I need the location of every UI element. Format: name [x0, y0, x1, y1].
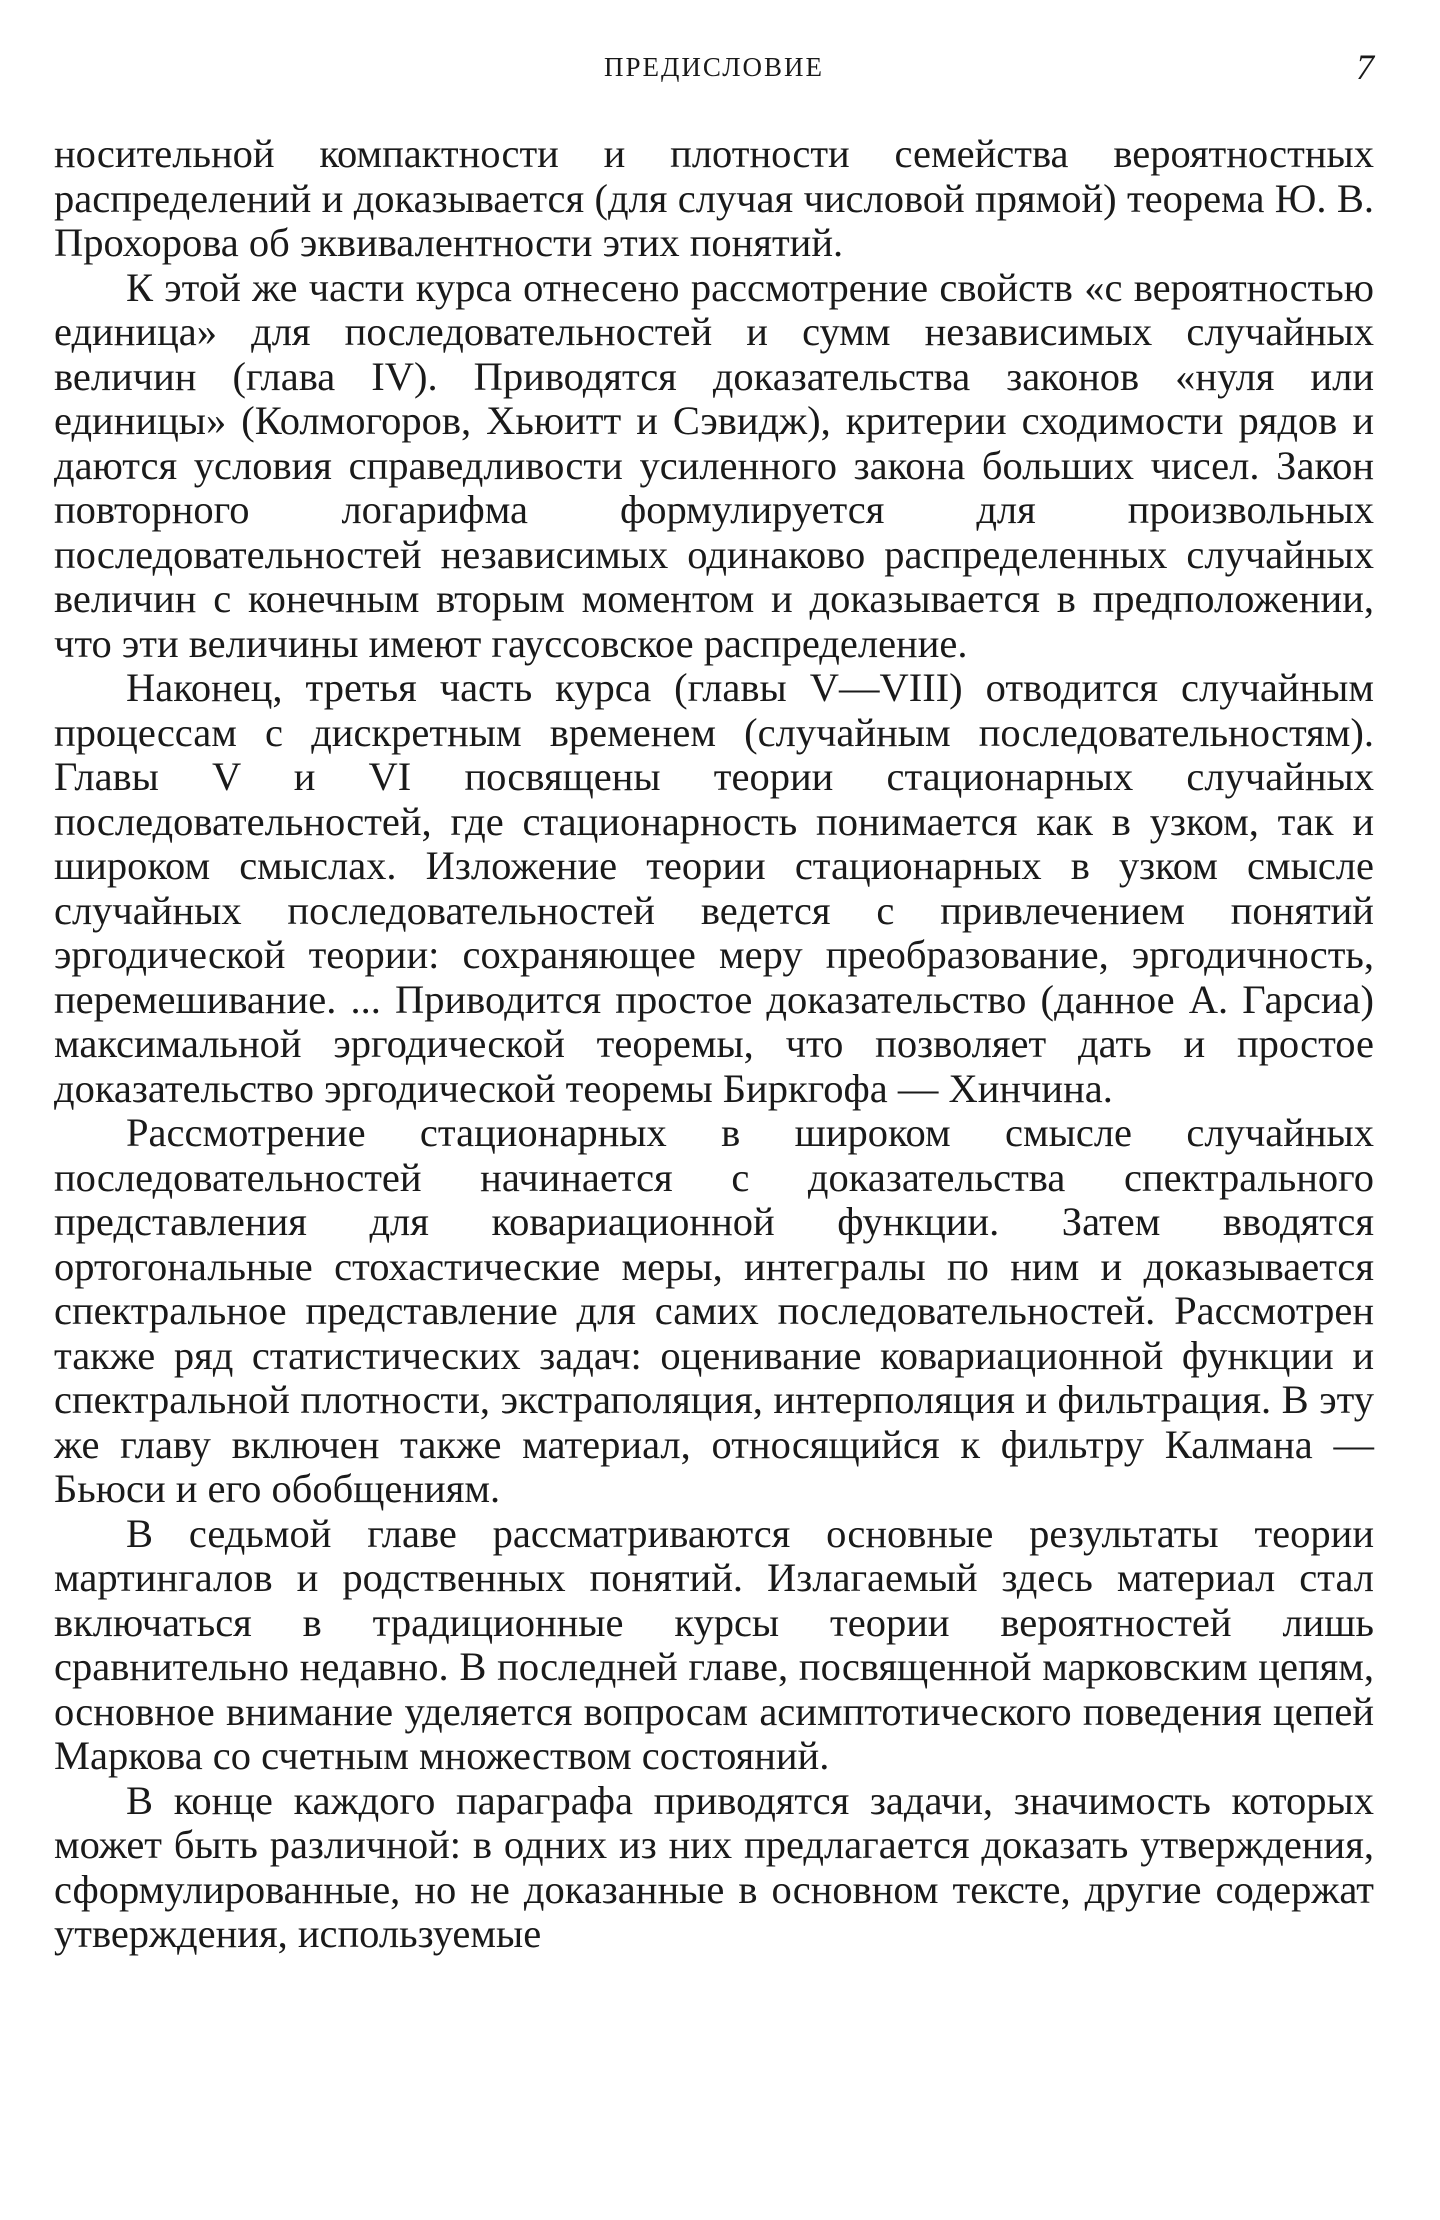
paragraph-prob-one-properties: К этой же части курса отнесено рассмотрение свойств «с вероятностью единица» для последовательностей и сумм независимых случайных величин (глава IV). Приводятся доказательства законов «нуля или единицы» (Колмогоров, Хьюитт и Сэвидж), критерии сходимости рядов и даются условия справедливости усиленного закона больших чисел. Закон повторного логарифма формулируется для произвольных последовательностей независимых одинаково распределенных случайных величин с конечным вторым моментом и доказывается в предположении, что эти величины имеют гауссовское распределение. — [54, 264, 1374, 666]
paragraph-continued: носительной компактности и плотности семейства вероятностных распределений и доказывается (для случая числовой прямой) теорема Ю. В. Прохорова об эквивалентности этих понятий. — [54, 131, 1374, 265]
running-title: ПРЕДИСЛОВИЕ — [603, 52, 825, 82]
paragraph-exercises: В конце каждого параграфа приводятся задачи, значимость которых может быть различной: в одних из них предлагается доказать утверждения, сформулированные, но не доказанные в основном тексте, другие содержат утверждения, используемые — [54, 1777, 1374, 1956]
paragraph-martingales-markov: В седьмой главе рассматриваются основные результаты теории мартингалов и родственных понятий. Излагаемый здесь материал стал включаться в традиционные курсы теории вероятностей лишь сравнительно недавно. В последней главе, посвященной марковским цепям, основное внимание уделяется вопросам асимптотического поведения цепей Маркова со счетным множеством состояний. — [54, 1510, 1374, 1778]
page-number: 7 — [1356, 47, 1374, 87]
running-head — [54, 47, 1374, 92]
body-text — [54, 132, 1374, 1957]
paragraph-third-part: Наконец, третья часть курса (главы V—VIII) отводится случайным процессам с дискретным временем (случайным последовательностям). Главы V и VI посвящены теории стационарных случайных последовательностей, где стационарность понимается как в узком, так и широком смыслах. Изложение теории стационарных в узком смысле случайных последовательностей ведется с привлечением понятий эргодической теории: сохраняющее меру преобразование, эргодичность, перемешивание. ... Приводится простое доказательство (данное А. Гарсиа) максимальной эргодической теоремы, что позволяет дать и простое доказательство эргодической теоремы Биркгофа — Хинчина. — [54, 665, 1374, 1111]
paragraph-wide-sense-stationary: Рассмотрение стационарных в широком смысле случайных последовательностей начинается с доказательства спектрального представления для ковариационной функции. Затем вводятся ортогональные стохастические меры, интегралы по ним и доказывается спектральное представление для самих последовательностей. Рассмотрен также ряд статистических задач: оценивание ковариационной функции и спектральной плотности, экстраполяция, интерполяция и фильтрация. В эту же главу включен также материал, относящийся к фильтру Калмана — Бьюси и его обобщениям. — [54, 1110, 1374, 1511]
